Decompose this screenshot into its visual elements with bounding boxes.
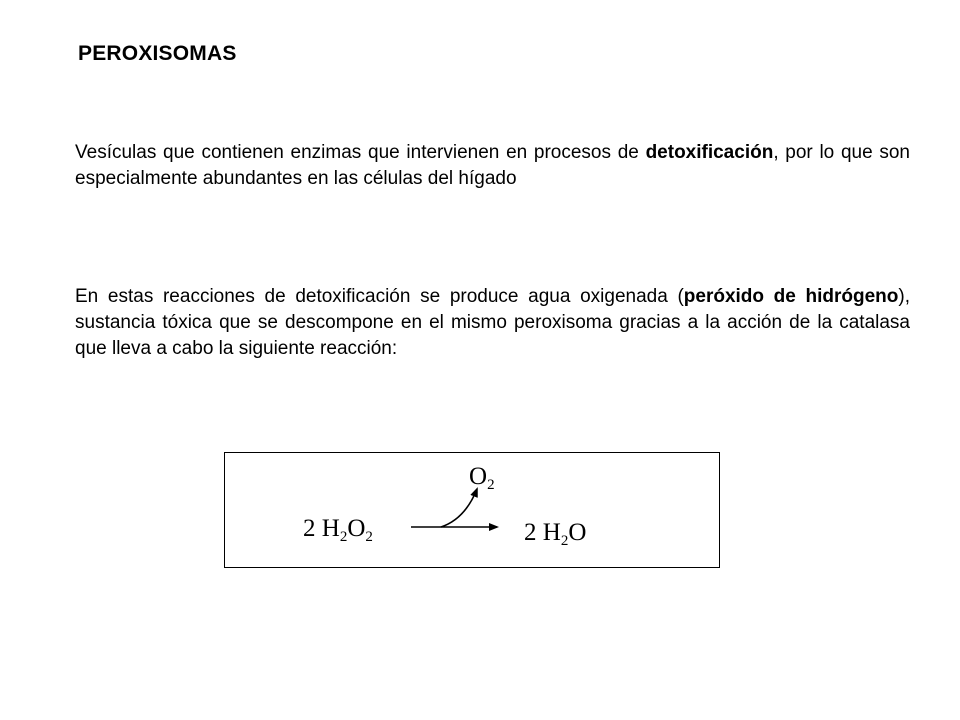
reactant-hydrogen-peroxide bbox=[303, 515, 373, 543]
product-element-2: O bbox=[568, 519, 587, 546]
product-coefficient: 2 bbox=[524, 519, 537, 546]
reaction-release-arrow bbox=[441, 489, 477, 527]
product-element-1: H bbox=[542, 519, 561, 546]
paragraph-definition-text-1: Vesículas que contienen enzimas que intervienen en procesos de bbox=[75, 142, 646, 163]
byproduct-oxygen bbox=[469, 463, 495, 491]
slide-title: PEROXISOMAS bbox=[78, 42, 237, 65]
reactant-coefficient: 2 bbox=[303, 515, 316, 542]
byproduct-element: O bbox=[469, 463, 488, 490]
paragraph-reaction-text-1: En estas reacciones de detoxificación se produce agua oxigenada ( bbox=[75, 286, 684, 307]
paragraph-definition-bold-term: detoxificación bbox=[645, 142, 774, 163]
reactant-subscript-1: 2 bbox=[339, 529, 348, 545]
paragraph-reaction-text-2: ), sustancia tóxica que se descompone en el mismo peroxisoma gracias a la acción de la catalasa que lleva a cabo la siguiente reacción: bbox=[75, 286, 910, 359]
reactant-element-1: H bbox=[321, 515, 340, 542]
paragraph-reaction-description bbox=[75, 284, 910, 362]
byproduct-subscript: 2 bbox=[487, 477, 495, 493]
reactant-element-2: O bbox=[347, 515, 366, 542]
paragraph-definition bbox=[75, 140, 910, 192]
reaction-diagram bbox=[224, 452, 720, 568]
reactant-subscript-2: 2 bbox=[365, 529, 373, 545]
product-subscript-1: 2 bbox=[560, 533, 569, 549]
paragraph-reaction-bold-term: peróxido de hidrógeno bbox=[683, 286, 899, 307]
product-water bbox=[524, 519, 586, 547]
paragraph-definition-text-2: , por lo que son especialmente abundantes en las células del hígado bbox=[75, 142, 911, 189]
